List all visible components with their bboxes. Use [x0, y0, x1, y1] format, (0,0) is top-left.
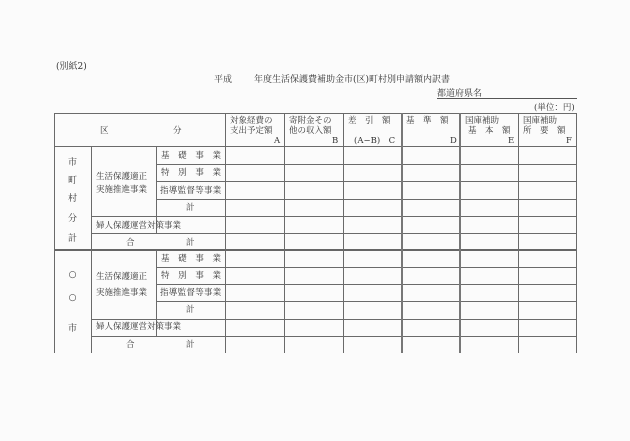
char: 基 [161, 254, 170, 264]
col-divider [284, 113, 285, 353]
grand-total-label-1: 合 [126, 340, 135, 350]
char: 基 [161, 151, 170, 161]
header-col-f-line2: 所 要 額 [523, 126, 566, 136]
header-category-ku: 区 [100, 126, 109, 136]
char: 業 [212, 168, 221, 178]
header-col-d-code: D [450, 136, 457, 146]
women-protection-item: 婦人保護運営対策事業 [96, 322, 182, 332]
header-col-b-line2: 他の収入額 [289, 126, 332, 136]
header-col-f-code: F [566, 136, 572, 146]
header-col-e-line2: 基 本 額 [468, 126, 511, 136]
header-col-b-code: B [332, 136, 339, 146]
row-divider [156, 301, 577, 302]
char: 事 [195, 271, 204, 281]
char: 業 [212, 254, 221, 264]
header-col-c-code: (A−B) C [354, 136, 396, 146]
col-divider [343, 113, 344, 353]
header-col-d-line1: 基 準 額 [406, 116, 449, 126]
row-divider [156, 181, 577, 182]
row-divider [156, 284, 577, 285]
char: 事 [195, 151, 204, 161]
sub-item-basic [161, 254, 221, 264]
header-category-bun: 分 [173, 126, 182, 136]
annex-label: (別紙2) [56, 62, 87, 72]
sub-item-special [161, 168, 221, 178]
char: 業 [212, 271, 221, 281]
col-divider [401, 113, 403, 353]
sub-item-supervision: 指導監督等事業 [160, 186, 222, 196]
group-label-line1: 生活保護適正 [96, 172, 148, 182]
group-label-line1: 生活保護適正 [96, 272, 148, 282]
sub-item-subtotal: 計 [186, 305, 195, 315]
section-label-char: 町 [67, 176, 77, 186]
header-col-c-line1: 差 引 額 [348, 116, 391, 126]
char: 特 [161, 271, 170, 281]
char: 業 [212, 151, 221, 161]
char: 事 [195, 254, 204, 264]
char: 事 [195, 168, 204, 178]
group-label-line2: 実施推進事業 [96, 185, 148, 195]
row-divider [91, 233, 577, 234]
col-divider [459, 113, 461, 353]
row-divider [91, 319, 577, 320]
row-divider [91, 336, 577, 337]
table-top-border [54, 113, 577, 114]
women-protection-item: 婦人保護運営対策事業 [96, 221, 182, 231]
unit-label: (単位：円) [534, 103, 575, 113]
col-divider [518, 113, 519, 353]
col-divider [156, 146, 157, 233]
row-divider [156, 164, 577, 165]
document-title [214, 72, 450, 85]
section-label-char: 市 [67, 324, 77, 334]
group-label-line2: 実施推進事業 [96, 288, 148, 298]
section-label-char: 村 [67, 194, 77, 204]
header-col-e-code: E [508, 136, 515, 146]
title-main: 年度生活保護費補助金市(区)町村別申請額内訳書 [254, 75, 451, 85]
grand-total-label-2: 計 [186, 340, 195, 350]
title-era: 平成 [214, 75, 233, 85]
header-col-f-line1: 国庫補助 [523, 116, 558, 126]
sub-item-special [161, 271, 221, 281]
section-label-char: 計 [67, 234, 77, 244]
header-bottom-border [54, 146, 577, 147]
grand-total-label-2: 計 [186, 238, 195, 248]
section-label-char: 分 [67, 214, 77, 224]
header-col-a-code: A [274, 136, 281, 146]
section-label-char: ○ [68, 293, 77, 303]
char: 別 [178, 168, 187, 178]
header-col-b-line1: 寄附金その [289, 116, 332, 126]
sub-item-basic [161, 151, 221, 161]
grand-total-label-1: 合 [126, 238, 135, 248]
row-divider [91, 216, 577, 217]
char: 礎 [178, 151, 187, 161]
prefecture-underline [437, 98, 577, 99]
char: 礎 [178, 254, 187, 264]
header-col-e-line1: 国庫補助 [465, 116, 500, 126]
row-divider [156, 199, 577, 200]
char: 別 [178, 271, 187, 281]
section-divider [54, 249, 577, 251]
prefecture-label: 都道府県名 [437, 89, 483, 99]
section-label-char: 市 [67, 158, 77, 168]
col-divider [225, 113, 226, 353]
col-divider [91, 146, 92, 353]
row-divider [156, 267, 577, 268]
header-col-a-line1: 対象経費の [230, 116, 273, 126]
sub-item-supervision: 指導監督等事業 [160, 288, 222, 298]
section-label-char: ○ [68, 270, 77, 280]
sub-item-subtotal: 計 [186, 203, 195, 213]
table-right-border [576, 113, 577, 353]
header-col-a-line2: 支出予定額 [230, 126, 273, 136]
char: 特 [161, 168, 170, 178]
